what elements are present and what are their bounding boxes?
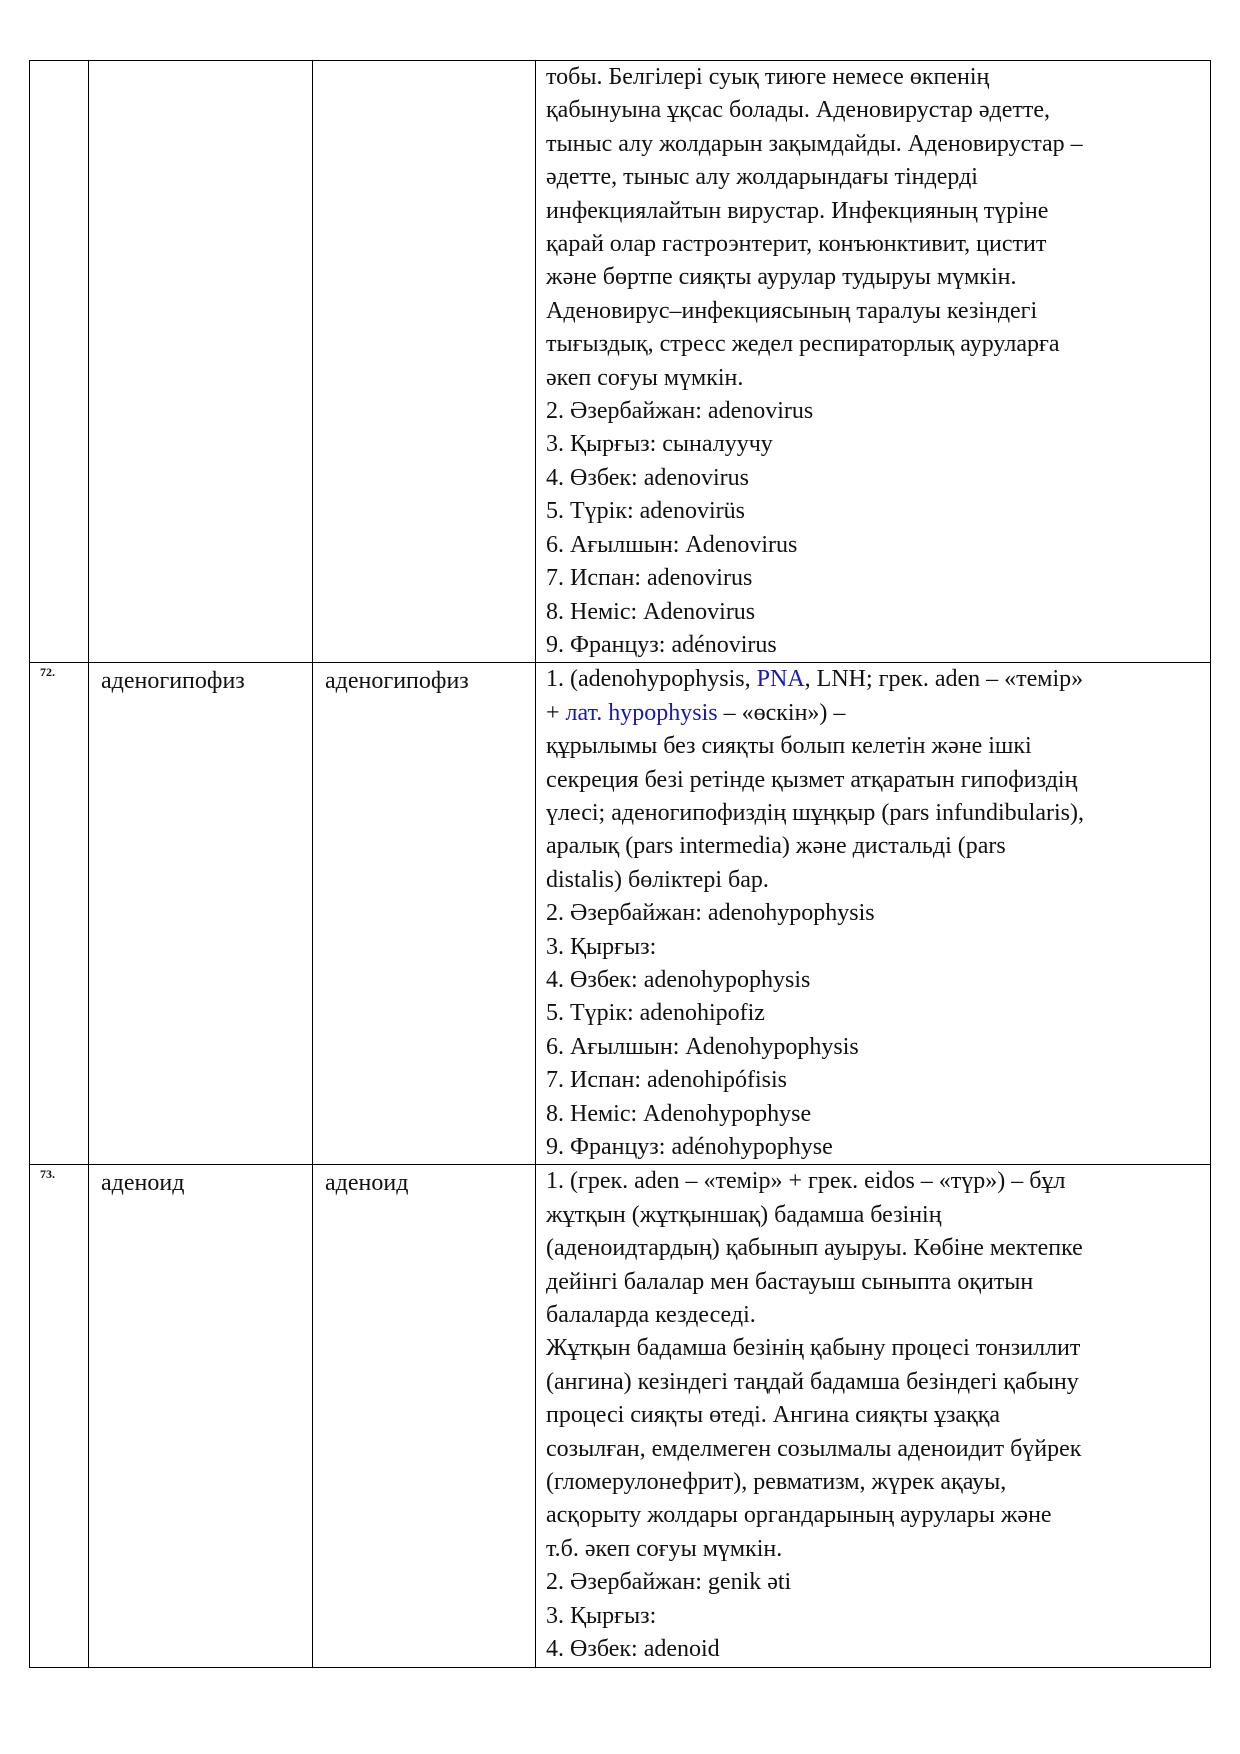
definition-line: 2. Әзербайжан: adenohypophysis <box>546 900 875 927</box>
definition-line: асқорыту жолдары органдарының аурулары және <box>546 1502 1052 1529</box>
dictionary-table <box>29 60 1211 1668</box>
term-kz-cell <box>89 61 313 663</box>
definition-line: 3. Қырғыз: сыналуучу <box>546 431 773 458</box>
definition-line: 5. Түрік: adenohipofiz <box>546 1000 765 1027</box>
definition-text: – «өскін») – <box>717 699 846 726</box>
definition-line: т.б. әкеп соғуы мүмкін. <box>546 1535 783 1562</box>
definition-line: (ангина) кезіндегі таңдай бадамша безіндегі қабыну <box>546 1368 1079 1395</box>
definition-line: 5. Түрік: adenovirüs <box>546 498 745 525</box>
definition-line: 6. Ағылшын: Adenohypophysis <box>546 1033 859 1060</box>
definition <box>536 61 1210 662</box>
definition <box>536 663 1210 1164</box>
table-row <box>30 663 1211 1165</box>
definition-line: 7. Испан: adenovirus <box>546 565 753 592</box>
definition-link: PNA <box>756 666 805 693</box>
definition-line: процесі сияқты өтеді. Ангина сияқты ұзаққа <box>546 1402 1001 1429</box>
table-row <box>30 1165 1211 1667</box>
definition-link: лат. hypophysis <box>565 699 718 726</box>
table-row <box>30 61 1211 663</box>
definition-line: үлесі; аденогипофиздің шұңқыр (pars infundibularis), <box>546 799 1084 826</box>
definition-text: + <box>546 699 566 726</box>
definition-line: 8. Неміс: Adenovirus <box>546 598 756 625</box>
definition-line <box>546 697 1204 730</box>
definition-cell <box>536 663 1211 1165</box>
term-kz: аденогипофиз <box>101 668 245 695</box>
entry-number <box>30 61 88 63</box>
definition-line: 2. Әзербайжан: adenovirus <box>546 398 814 425</box>
definition-line: Жұтқын бадамша безінің қабыну процесі тонзиллит <box>546 1335 1081 1362</box>
term-ru: аденогипофиз <box>325 668 469 695</box>
entry-number-cell <box>30 61 89 663</box>
definition-line: distalis) бөліктері бар. <box>546 866 769 893</box>
entry-number-cell <box>30 1165 89 1667</box>
definition-line: (аденоидтардың) қабынып ауыруы. Көбіне мектепке <box>546 1235 1083 1262</box>
definition-line: аралық (pars intermedia) және дистальді (pars <box>546 833 1006 860</box>
definition-line: 1. (грек. aden – «темір» + грек. eidos – «түр») – бұл <box>546 1168 1066 1195</box>
definition-line: қарай олар гастроэнтерит, конъюнктивит, цистит <box>546 231 1047 258</box>
definition-line: тығыздық, стресс жедел респираторлық ауруларға <box>546 331 1060 358</box>
definition-line: құрылымы без сияқты болып келетін және ішкі <box>546 733 1032 760</box>
definition-line: әкеп соғуы мүмкін. <box>546 364 744 391</box>
entry-number: 72. <box>40 665 55 680</box>
definition-line: Аденовирус–инфекциясының таралуы кезіндегі <box>546 297 1038 324</box>
definition-line <box>546 663 1204 696</box>
definition-cell <box>536 1165 1211 1667</box>
term-ru: аденоид <box>325 1170 409 1197</box>
definition-line: қабынуына ұқсас болады. Аденовирустар әдетте, <box>546 97 1051 124</box>
definition-text: , LNH; грек. aden – «темір» <box>804 666 1084 693</box>
definition-line: созылған, емделмеген созылмалы аденоидит бүйрек <box>546 1435 1082 1462</box>
definition-line: 4. Өзбек: adenovirus <box>546 464 749 491</box>
term-ru-cell <box>313 663 536 1165</box>
definition-line: 7. Испан: adenohipófisis <box>546 1067 787 1094</box>
definition-line: 4. Өзбек: adenoid <box>546 1636 720 1663</box>
term-ru-cell <box>313 1165 536 1667</box>
definition-line: 3. Қырғыз: <box>546 1602 657 1629</box>
definition-line: 3. Қырғыз: <box>546 933 657 960</box>
definition-line: және бөртпе сияқты аурулар тудыруы мүмкін. <box>546 264 1017 291</box>
term-ru <box>313 61 535 63</box>
definition-line: 4. Өзбек: adenohypophysis <box>546 966 811 993</box>
definition-line: әдетте, тыныс алу жолдарындағы тіндерді <box>546 164 978 191</box>
definition-line: дейінгі балалар мен бастауыш сыныпта оқитын <box>546 1268 1034 1295</box>
definition-line: инфекциялайтын вирустар. Инфекцияның түріне <box>546 197 1049 224</box>
term-kz <box>89 61 312 63</box>
definition-line: секреция безі ретінде қызмет атқаратын гипофиздің <box>546 766 1078 793</box>
definition-line: жұтқын (жұтқыншақ) бадамша безінің <box>546 1201 942 1228</box>
definition-line: (гломерулонефрит), ревматизм, жүрек ақауы, <box>546 1469 1007 1496</box>
term-kz: аденоид <box>101 1170 185 1197</box>
definition <box>536 1165 1210 1666</box>
definition-cell <box>536 61 1211 663</box>
term-ru-cell <box>313 61 536 663</box>
definition-line: тобы. Белгілері суық тиюге немесе өкпенің <box>546 64 990 90</box>
definition-line: 8. Неміс: Adenohypophyse <box>546 1100 812 1127</box>
entry-number-cell <box>30 663 89 1165</box>
definition-line: 2. Әзербайжан: genik əti <box>546 1569 792 1596</box>
definition-line: балаларда кездеседі. <box>546 1302 756 1329</box>
term-kz-cell <box>89 1165 313 1667</box>
definition-text: 1. (adenohypophysis, <box>546 666 757 693</box>
definition-line: 9. Француз: adénohypophyse <box>546 1134 833 1160</box>
entry-number: 73. <box>40 1167 55 1182</box>
definition-line: тыныс алу жолдарын зақымдайды. Аденовирустар – <box>546 130 1083 157</box>
term-kz-cell <box>89 663 313 1165</box>
definition-line: 9. Француз: adénovirus <box>546 631 777 658</box>
definition-line: 6. Ағылшын: Adenovirus <box>546 531 798 558</box>
